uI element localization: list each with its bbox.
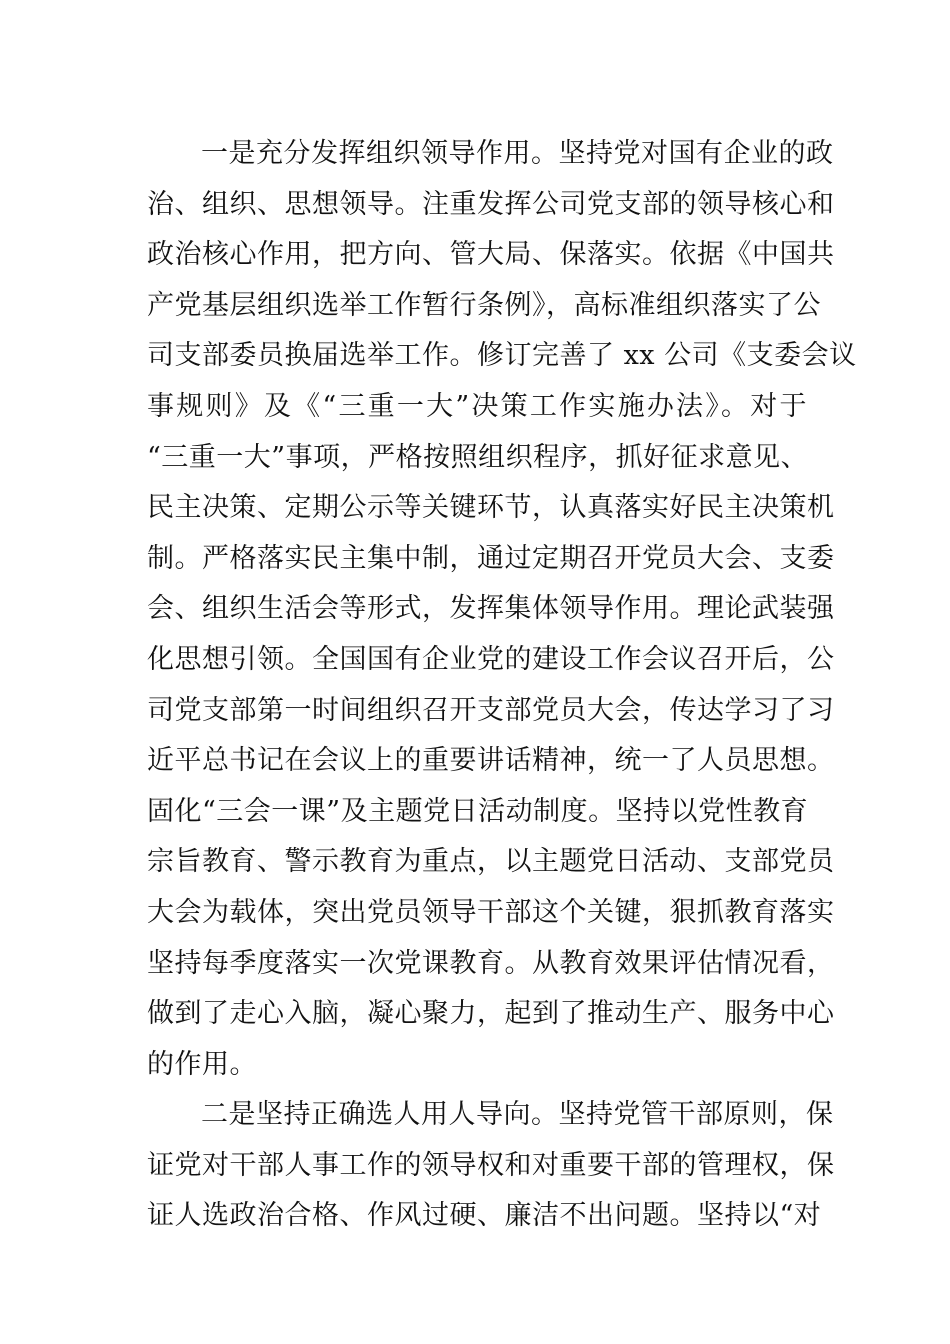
document-body: [147, 129, 857, 1242]
text-line: 坚持每季度落实一次党课教育。从教育效果评估情况看，: [147, 947, 835, 979]
text-line: 一是充分发挥组织领导作用。坚持党对国有企业的政: [201, 138, 834, 169]
text-line: 的作用。: [147, 1048, 257, 1080]
text-line: 二是坚持正确选人用人导向。坚持党管干部原则，保: [201, 1099, 834, 1131]
text-line: 做到了走心入脑，凝心聚力，起到了推动生产、服务中心: [147, 998, 835, 1030]
text-line: 司党支部第一时间组织召开支部党员大会，传达学习了习: [147, 694, 835, 726]
text-line: 宗旨教育、警示教育为重点，以主题党日活动、支部党员: [147, 846, 835, 878]
text-line: 事规则》及《“三重一大”决策工作实施办法》。对于: [147, 390, 807, 422]
text-line: 化思想引领。全国国有企业党的建设工作会议召开后，公: [147, 643, 835, 675]
text-line: 制。严格落实民主集中制，通过定期召开党员大会、支委: [147, 542, 835, 574]
text-line: 会、组织生活会等形式，发挥集体领导作用。理论武装强: [147, 593, 835, 625]
text-line: 证党对干部人事工作的领导权和对重要干部的管理权，保: [147, 1149, 835, 1181]
text-line: 治、组织、思想领导。注重发挥公司党支部的领导核心和: [147, 188, 835, 220]
text-line: 证人选政治合格、作风过硬、廉洁不出问题。坚持以“对: [147, 1200, 822, 1232]
paragraph-2: [147, 1090, 835, 1242]
text-line: 司支部委员换届选举工作。修订完善了 xx 公司《支委会议: [147, 340, 857, 372]
paragraph-1: [147, 129, 857, 1090]
text-line: 近平总书记在会议上的重要讲话精神，统一了人员思想。: [147, 745, 835, 777]
text-line: 大会为载体，突出党员领导干部这个关键，狠抓教育落实: [147, 896, 835, 928]
text-line: “三重一大”事项，严格按照组织程序，抓好征求意见、: [147, 441, 809, 473]
text-line: 固化“三会一课”及主题党日活动制度。坚持以党性教育: [147, 795, 809, 827]
text-line: 政治核心作用，把方向、管大局、保落实。依据《中国共: [147, 239, 835, 271]
text-line: 民主决策、定期公示等关键环节，认真落实好民主决策机: [147, 492, 835, 524]
text-line: 产党基层组织选举工作暂行条例》，高标准组织落实了公: [147, 289, 821, 321]
